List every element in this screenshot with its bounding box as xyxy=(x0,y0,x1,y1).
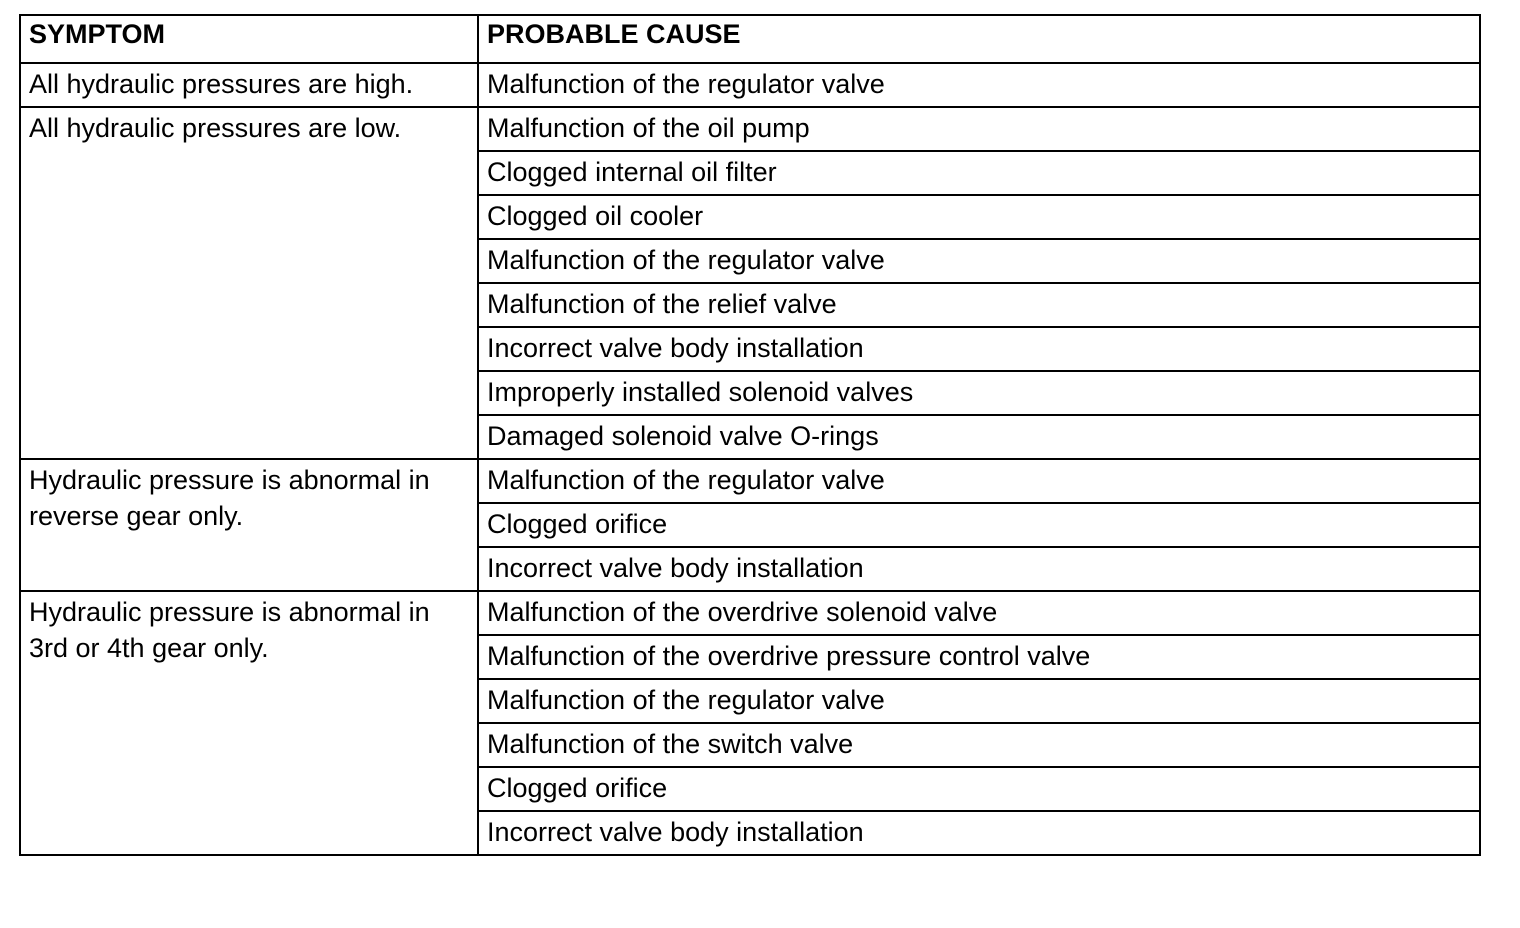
table-body xyxy=(20,63,1480,855)
cause-cell xyxy=(478,679,1480,723)
cause-text: Malfunction of the overdrive pressure control valve xyxy=(487,641,1091,671)
cause-cell xyxy=(478,459,1480,503)
cause-text: Malfunction of the switch valve xyxy=(487,729,854,759)
header-row xyxy=(20,15,1480,63)
symptom-cell xyxy=(20,107,478,459)
symptom-cell xyxy=(20,459,478,591)
cause-text: Incorrect valve body installation xyxy=(487,553,864,583)
cause-cell xyxy=(478,239,1480,283)
cause-text: Malfunction of the oil pump xyxy=(487,113,810,143)
cause-cell xyxy=(478,151,1480,195)
table-row xyxy=(20,63,1480,107)
cause-cell xyxy=(478,283,1480,327)
cause-text: Clogged oil cooler xyxy=(487,201,704,231)
diagnosis-table xyxy=(19,14,1481,856)
cause-cell xyxy=(478,503,1480,547)
cause-text: Improperly installed solenoid valves xyxy=(487,377,914,407)
cause-text: Malfunction of the overdrive solenoid valve xyxy=(487,597,998,627)
symptom-text: Hydraulic pressure is abnormal in 3rd or 4th gear only. xyxy=(29,597,430,663)
cause-cell xyxy=(478,547,1480,591)
cause-text: Clogged orifice xyxy=(487,509,668,539)
cause-cell xyxy=(478,723,1480,767)
cause-text: Damaged solenoid valve O-rings xyxy=(487,421,879,451)
cause-cell xyxy=(478,371,1480,415)
cause-text: Malfunction of the regulator valve xyxy=(487,465,885,495)
cause-cell xyxy=(478,591,1480,635)
cause-text: Malfunction of the relief valve xyxy=(487,289,837,319)
cause-text: Malfunction of the regulator valve xyxy=(487,69,885,99)
cause-cell xyxy=(478,63,1480,107)
symptom-cell xyxy=(20,591,478,855)
probable-cause-header: PROBABLE CAUSE xyxy=(478,15,1480,63)
table-row xyxy=(20,107,1480,151)
cause-cell xyxy=(478,415,1480,459)
cause-text: Incorrect valve body installation xyxy=(487,817,864,847)
cause-cell xyxy=(478,635,1480,679)
cause-cell xyxy=(478,767,1480,811)
cause-text: Malfunction of the regulator valve xyxy=(487,685,885,715)
table-row xyxy=(20,459,1480,503)
symptom-cell xyxy=(20,63,478,107)
cause-cell xyxy=(478,811,1480,855)
table-row xyxy=(20,591,1480,635)
symptom-text: All hydraulic pressures are low. xyxy=(29,113,402,143)
symptom-text: Hydraulic pressure is abnormal in reverse gear only. xyxy=(29,465,430,531)
cause-text: Malfunction of the regulator valve xyxy=(487,245,885,275)
cause-text: Clogged internal oil filter xyxy=(487,157,777,187)
symptom-text: All hydraulic pressures are high. xyxy=(29,69,414,99)
cause-cell xyxy=(478,327,1480,371)
cause-cell xyxy=(478,107,1480,151)
symptom-header: SYMPTOM xyxy=(20,15,478,63)
cause-text: Clogged orifice xyxy=(487,773,668,803)
cause-cell xyxy=(478,195,1480,239)
cause-text: Incorrect valve body installation xyxy=(487,333,864,363)
